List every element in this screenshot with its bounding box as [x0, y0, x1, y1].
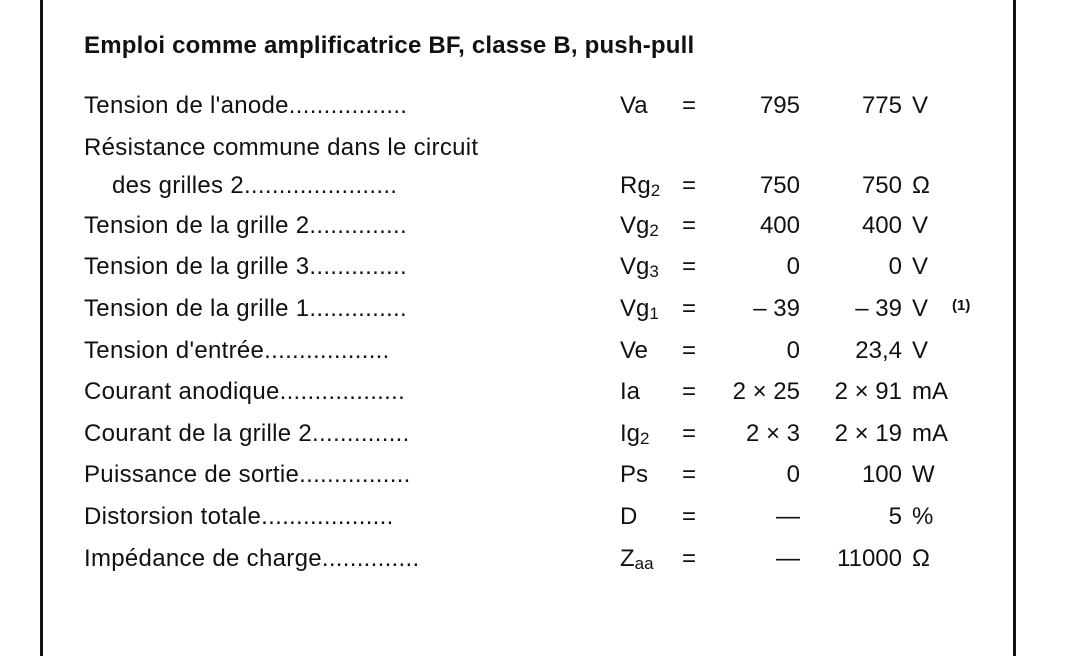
value-1: – 39	[753, 295, 800, 322]
symbol-subscript: 2	[640, 429, 650, 448]
unit: mA	[912, 420, 948, 447]
value-1: 2 × 3	[745, 420, 800, 447]
row-symbol	[620, 212, 659, 241]
value-1: 2 × 25	[732, 378, 800, 405]
value-2: 0	[888, 253, 902, 280]
row-symbol	[620, 253, 659, 282]
row-label: Tension d'entrée..................	[84, 337, 390, 364]
value-2: 2 × 19	[834, 420, 902, 447]
value-1: 0	[786, 337, 800, 364]
equals-sign: =	[682, 295, 697, 322]
symbol-main: Ve	[620, 337, 649, 364]
row-symbol	[620, 378, 640, 407]
row-symbol	[620, 503, 637, 532]
row-label: Courant de la grille 2..............	[84, 420, 410, 447]
symbol-main: Ig	[620, 420, 641, 447]
symbol-main: Vg	[620, 295, 650, 322]
equals-sign: =	[682, 420, 697, 447]
symbol-main: Vg	[620, 253, 650, 280]
row-label: Tension de la grille 2..............	[84, 212, 407, 239]
row-symbol	[620, 295, 659, 324]
value-2: 775	[861, 92, 902, 119]
equals-sign: =	[682, 545, 697, 572]
equals-sign: =	[682, 503, 697, 530]
row-label: Distorsion totale...................	[84, 503, 394, 530]
value-2: 23,4	[855, 337, 902, 364]
unit: W	[912, 461, 935, 488]
symbol-main: Z	[620, 545, 635, 572]
unit: %	[912, 503, 934, 530]
symbol-main: Ia	[620, 378, 641, 405]
symbol-subscript: 2	[650, 181, 661, 200]
table-title: Emploi comme amplificatrice BF, classe B, push-pull	[84, 32, 695, 59]
unit: Ω	[912, 545, 930, 572]
equals-sign: =	[682, 253, 697, 280]
symbol-subscript: aa	[634, 554, 654, 573]
unit: V	[912, 337, 929, 364]
row-label: des grilles 2......................	[112, 172, 398, 199]
value-2: 100	[861, 461, 902, 488]
symbol-subscript: 1	[649, 304, 659, 323]
value-1: 0	[786, 461, 800, 488]
equals-sign: =	[682, 92, 697, 119]
equals-sign: =	[682, 212, 697, 239]
row-label: Tension de l'anode.................	[84, 92, 408, 119]
value-1: 400	[759, 212, 800, 239]
value-1: 0	[786, 253, 800, 280]
value-2: – 39	[855, 295, 902, 322]
equals-sign: =	[682, 461, 697, 488]
unit: V	[912, 295, 929, 322]
unit: V	[912, 92, 929, 119]
unit: V	[912, 253, 929, 280]
value-2: 11000	[837, 545, 902, 572]
symbol-main: Va	[620, 92, 648, 119]
unit: Ω	[912, 172, 930, 199]
row-symbol	[620, 172, 660, 201]
row-label: Tension de la grille 3..............	[84, 253, 407, 280]
unit: V	[912, 212, 929, 239]
row-label: Puissance de sortie................	[84, 461, 411, 488]
value-1: 795	[759, 92, 800, 119]
value-2: 5	[888, 503, 902, 530]
unit: mA	[912, 378, 948, 405]
row-symbol	[620, 337, 648, 366]
row-symbol	[620, 545, 654, 574]
row-label: Résistance commune dans le circuit	[84, 134, 479, 161]
symbol-main: Vg	[620, 212, 650, 239]
row-symbol	[620, 420, 649, 449]
equals-sign: =	[682, 172, 697, 199]
footnote-mark: (1)	[952, 297, 971, 314]
symbol-subscript: 2	[649, 221, 659, 240]
row-symbol	[620, 461, 648, 490]
equals-sign: =	[682, 337, 697, 364]
value-2: 400	[861, 212, 902, 239]
value-1: —	[776, 545, 800, 572]
row-label: Impédance de charge..............	[84, 545, 420, 572]
row-label: Courant anodique..................	[84, 378, 406, 405]
symbol-subscript: 3	[649, 262, 659, 281]
value-2: 2 × 91	[834, 378, 902, 405]
symbol-main: Rg	[620, 172, 651, 199]
value-1: —	[776, 503, 800, 530]
symbol-main: D	[620, 503, 638, 530]
row-label: Tension de la grille 1..............	[84, 295, 407, 322]
row-symbol	[620, 92, 648, 121]
value-2: 750	[861, 172, 902, 199]
symbol-main: Ps	[620, 461, 649, 488]
value-1: 750	[759, 172, 800, 199]
equals-sign: =	[682, 378, 697, 405]
